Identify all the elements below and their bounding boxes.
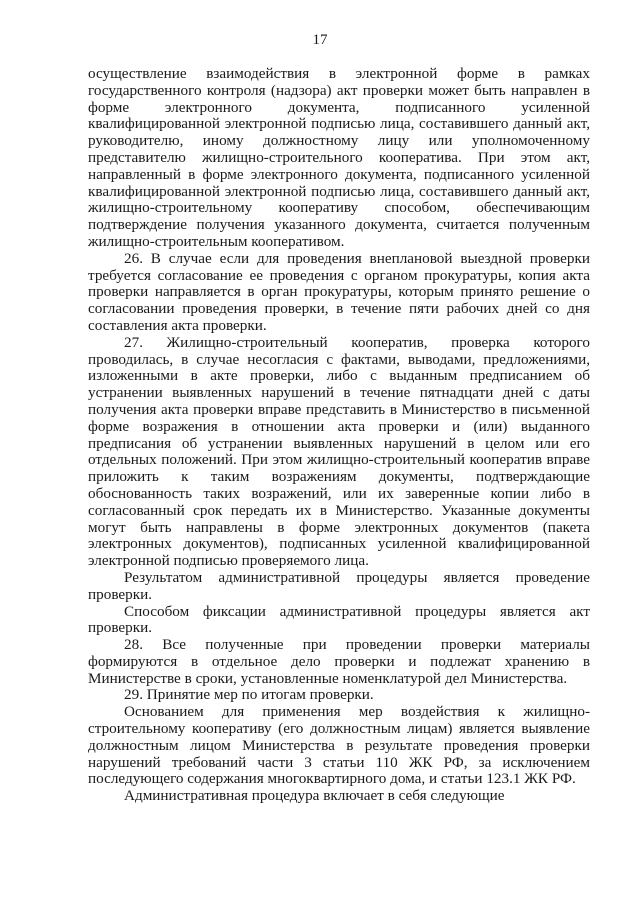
paragraph-26: 26. В случае если для проведения внеплановой выездной проверки требуется согласование ее проведения с органом прокуратуры, копия акта проверки направляется в орган прокуратуры, которым принято решение о согласовании проведения проверки, в течение пяти рабочих дней со дня составления акта проверки.: [88, 249, 590, 334]
paragraph-fixation: Способом фиксации административной процедуры является акт проверки.: [88, 602, 590, 637]
paragraph-27: 27. Жилищно-строительный кооператив, проверка которого проводилась, в случае несогласия с фактами, выводами, предложениями, изложенными в акте проверки, либо с выданным предписанием об устранении выявленных нарушений в течение пятнадцати дней с даты получения акта проверки вправе представить в Министерство в письменной форме возражения в отношении акта проверки и (или) выданного предписания об устранении выявленных нарушений в целом или его отдельных положений. При этом жилищно-строительный кооператив вправе приложить к таким возражениям документы, подтверждающие обоснованность таких возражений, или их заверенные копии либо в согласованный срок передать их в Министерство. Указанные документы могут быть направлены в форме электронных документов (пакета электронных документов), подписанных усиленной квалифицированной электронной подписью проверяемого лица.: [88, 333, 590, 570]
page-number: 17: [312, 32, 328, 48]
paragraph-29: 29. Принятие мер по итогам проверки.: [124, 686, 374, 704]
paragraph-grounds: Основанием для применения мер воздействия к жилищно-строительному кооперативу (его должностным лицам) является выявление должностным лицом Министерства в результате проведения проверки нарушений требований части 3 статьи 110 ЖК РФ, за исключением последующего содержания многоквартирного дома, и статьи 123.1 ЖК РФ.: [88, 703, 590, 788]
paragraph-28: 28. Все полученные при проведении проверки материалы формируются в отдельное дело проверки и подлежат хранению в Министерстве в сроки, установленные номенклатурой дел Министерства.: [88, 636, 590, 687]
paragraph-result: Результатом административной процедуры является проведение проверки.: [88, 568, 590, 603]
paragraph-continuation: осуществление взаимодействия в электронной форме в рамках государственного контроля (надзора) акт проверки может быть направлен в форме электронного документа, подписанного усиленной квалифицированной электронной подписью лица, составившего данный акт, руководителю, иному должностному лицу или уполномоченному представителю жилищно-строительного кооператива. При этом акт, направленный в форме электронного документа, подписанного усиленной квалифицированной электронной подписью лица, составившего данный акт, жилищно-строительному кооперативу способом, обеспечивающим подтверждение получения указанного документа, считается полученным жилищно-строительным кооперативом.: [88, 65, 590, 250]
document-body: [88, 66, 590, 805]
paragraph-procedure: Административная процедура включает в себя следующие: [124, 787, 505, 805]
